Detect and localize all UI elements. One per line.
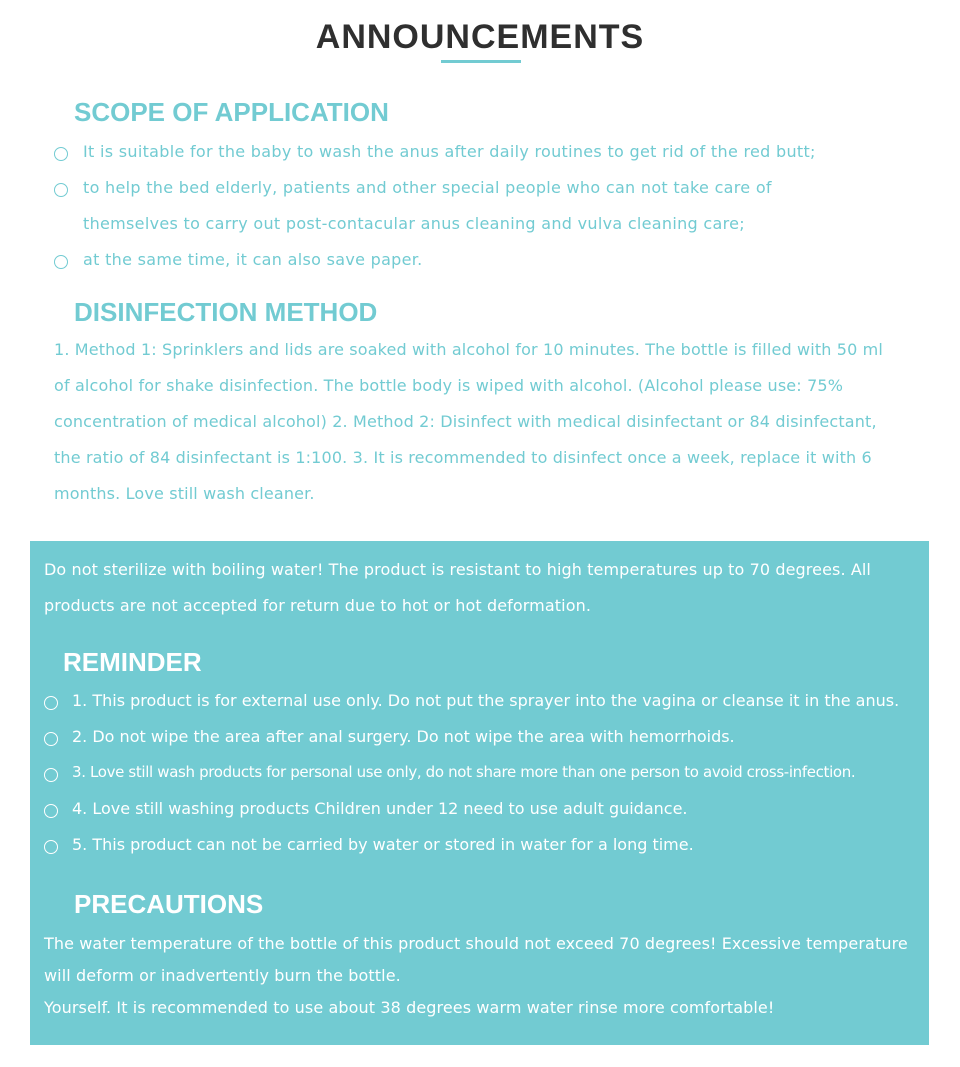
scope-item-text: to help the bed elderly, patients and other special people who can not take care of <box>83 178 772 197</box>
warning-text-line: products are not accepted for return due to hot or hot deformation. <box>44 596 592 615</box>
reminder-item-text: 2. Do not wipe the area after anal surgery. Do not wipe the area with hemorrhoids. <box>72 727 735 746</box>
precautions-text-line: will deform or inadvertently burn the bottle. <box>44 966 401 985</box>
warning-text-line: Do not sterilize with boiling water! The product is resistant to high temperatures up to 70 degrees. All <box>44 560 871 579</box>
reminder-item-text: 3. Love still wash products for personal use only, do not share more than one person to avoid cross-infection. <box>72 763 856 781</box>
reminder-list-item <box>44 721 924 757</box>
reminder-list-item <box>44 793 924 829</box>
precautions-heading: PRECAUTIONS <box>74 889 264 919</box>
scope-item-text: It is suitable for the baby to wash the anus after daily routines to get rid of the red butt; <box>83 142 816 161</box>
reminder-list-item <box>44 757 924 793</box>
page-title: ANNOUNCEMENTS <box>315 18 645 56</box>
circle-bullet-icon <box>44 696 58 710</box>
disinfection-heading: DISINFECTION METHOD <box>74 297 378 327</box>
disinfection-text-line: the ratio of 84 disinfectant is 1:100. 3. It is recommended to disinfect once a week, replace it with 6 <box>54 448 872 467</box>
precautions-text-line: Yourself. It is recommended to use about 38 degrees warm water rinse more comfortable! <box>44 998 775 1017</box>
scope-list-item <box>54 136 934 172</box>
reminder-item-text: 1. This product is for external use only. Do not put the sprayer into the vagina or cleanse it in the anus. <box>72 691 900 710</box>
circle-bullet-icon <box>54 255 68 269</box>
reminder-item-text: 5. This product can not be carried by water or stored in water for a long time. <box>72 835 694 854</box>
disinfection-text-line: 1. Method 1: Sprinklers and lids are soaked with alcohol for 10 minutes. The bottle is filled with 50 ml <box>54 340 883 359</box>
scope-list-item <box>54 244 934 280</box>
scope-item-text: at the same time, it can also save paper. <box>83 250 423 269</box>
disinfection-text-line: concentration of medical alcohol) 2. Method 2: Disinfect with medical disinfectant or 84 disinfectant, <box>54 412 877 431</box>
circle-bullet-icon <box>54 147 68 161</box>
scope-item-continuation: themselves to carry out post-contacular anus cleaning and vulva cleaning care; <box>83 214 745 233</box>
scope-heading: SCOPE OF APPLICATION <box>74 97 389 127</box>
notice-panel <box>30 541 929 1045</box>
disinfection-text-line: of alcohol for shake disinfection. The bottle body is wiped with alcohol. (Alcohol please use: 75% <box>54 376 844 395</box>
precautions-text-line: The water temperature of the bottle of this product should not exceed 70 degrees! Excessive temperature <box>44 934 908 953</box>
disinfection-text-line: months. Love still wash cleaner. <box>54 484 315 503</box>
title-underline <box>441 60 521 63</box>
reminder-list-item <box>44 685 924 721</box>
reminder-heading: REMINDER <box>63 647 202 677</box>
circle-bullet-icon <box>54 183 68 197</box>
circle-bullet-icon <box>44 840 58 854</box>
scope-list-item <box>54 172 934 208</box>
reminder-list-item <box>44 829 924 865</box>
circle-bullet-icon <box>44 804 58 818</box>
circle-bullet-icon <box>44 732 58 746</box>
reminder-item-text: 4. Love still washing products Children under 12 need to use adult guidance. <box>72 799 688 818</box>
circle-bullet-icon <box>44 768 58 782</box>
